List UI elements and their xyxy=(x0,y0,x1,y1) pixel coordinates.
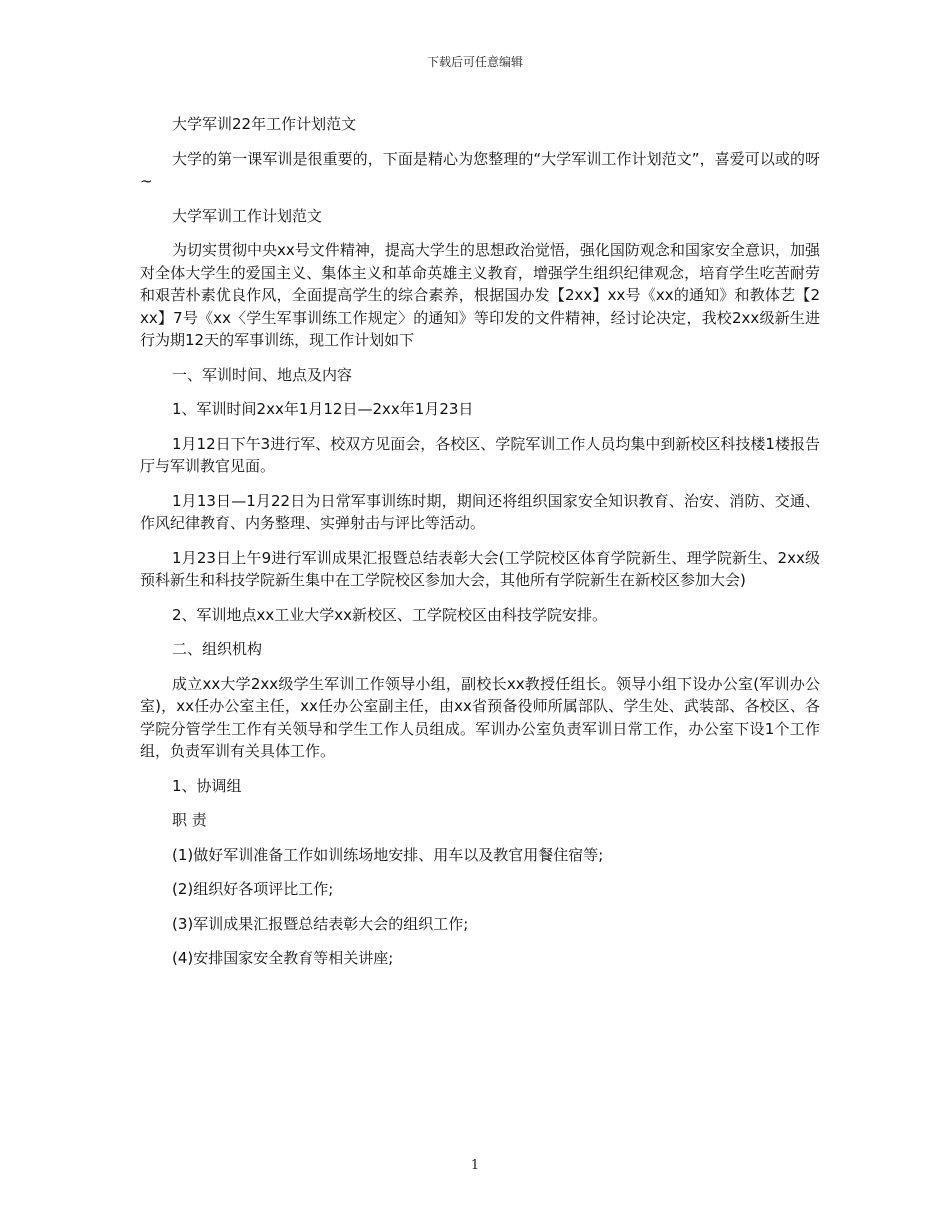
duty-item: (4)安排国家安全教育等相关讲座; xyxy=(172,949,394,967)
heading-time-place: 一、军训时间、地点及内容 xyxy=(172,365,353,384)
body-paragraph: 成立xx大学2xx级学生军训工作领导小组，副校长xx教授任组长。领导小组下设办公室(军训办公室)，xx任办公室主任，xx任办公室副主任，由xx省预备役师所属部队、学生处、武装部、各校区、各学院分管学生工作有关领导和学生工作人员组成。军训办公室负责军训日常工作，办公室下设1个工作组，负责军训有关具体工作。 xyxy=(140,674,820,760)
body-paragraph: 1月12日下午3进行军、校双方见面会，各校区、学院军训工作人员均集中到新校区科技楼1楼报告厅与军训教官见面。 xyxy=(140,434,820,475)
body-paragraph: 1月23日上午9进行军训成果汇报暨总结表彰大会(工学院校区体育学院新生、理学院新生、2xx级预科新生和科技学院新生集中在工学院校区参加大会，其他所有学院新生在新校区参加大会) xyxy=(140,548,820,589)
body-paragraph: 为切实贯彻中央xx号文件精神，提高大学生的思想政治觉悟，强化国防观念和国家安全意识，加强对全体大学生的爱国主义、集体主义和革命英雄主义教育，增强学生组织纪律观念，培育学生吃苦耐劳和艰苦朴素优良作风，全面提高学生的综合素养，根据国办发【2xx】xx号《xx的通知》和教体艺【2xx】7号《xx〈学生军事训练工作规定〉的通知》等印发的文件精神，经讨论决定，我校2xx级新生进行为期12天的军事训练，现工作计划如下 xyxy=(140,241,820,349)
intro-paragraph: 大学的第一课军训是很重要的，下面是精心为您整理的“大学军训工作计划范文”，喜爱可以或的呀~ xyxy=(140,149,820,190)
page-header: 下载后可任意编辑 xyxy=(426,55,523,69)
page-number: 1 xyxy=(470,1158,480,1173)
document-body xyxy=(140,113,820,982)
duties-label: 职 责 xyxy=(172,811,207,829)
duty-item: (3)军训成果汇报暨总结表彰大会的组织工作; xyxy=(172,914,469,933)
subheading-coordination: 1、协调组 xyxy=(172,776,242,795)
subheading-time: 1、军训时间2xx年1月12日—2xx年1月23日 xyxy=(172,400,474,418)
duty-item: (1)做好军训准备工作如训练场地安排、用车以及教官用餐住宿等; xyxy=(172,845,604,864)
duty-item: (2)组织好各项评比工作; xyxy=(172,880,334,898)
section-title: 大学军训工作计划范文 xyxy=(172,206,323,225)
document-title: 大学军训22年工作计划范文 xyxy=(172,115,357,133)
heading-organization: 二、组织机构 xyxy=(172,640,263,658)
subheading-place: 2、军训地点xx工业大学xx新校区、工学院校区由科技学院安排。 xyxy=(172,605,608,624)
body-paragraph: 1月13日—1月22日为日常军事训练时期，期间还将组织国家安全知识教育、治安、消防、交通、作风纪律教育、内务整理、实弹射击与评比等活动。 xyxy=(140,491,820,532)
